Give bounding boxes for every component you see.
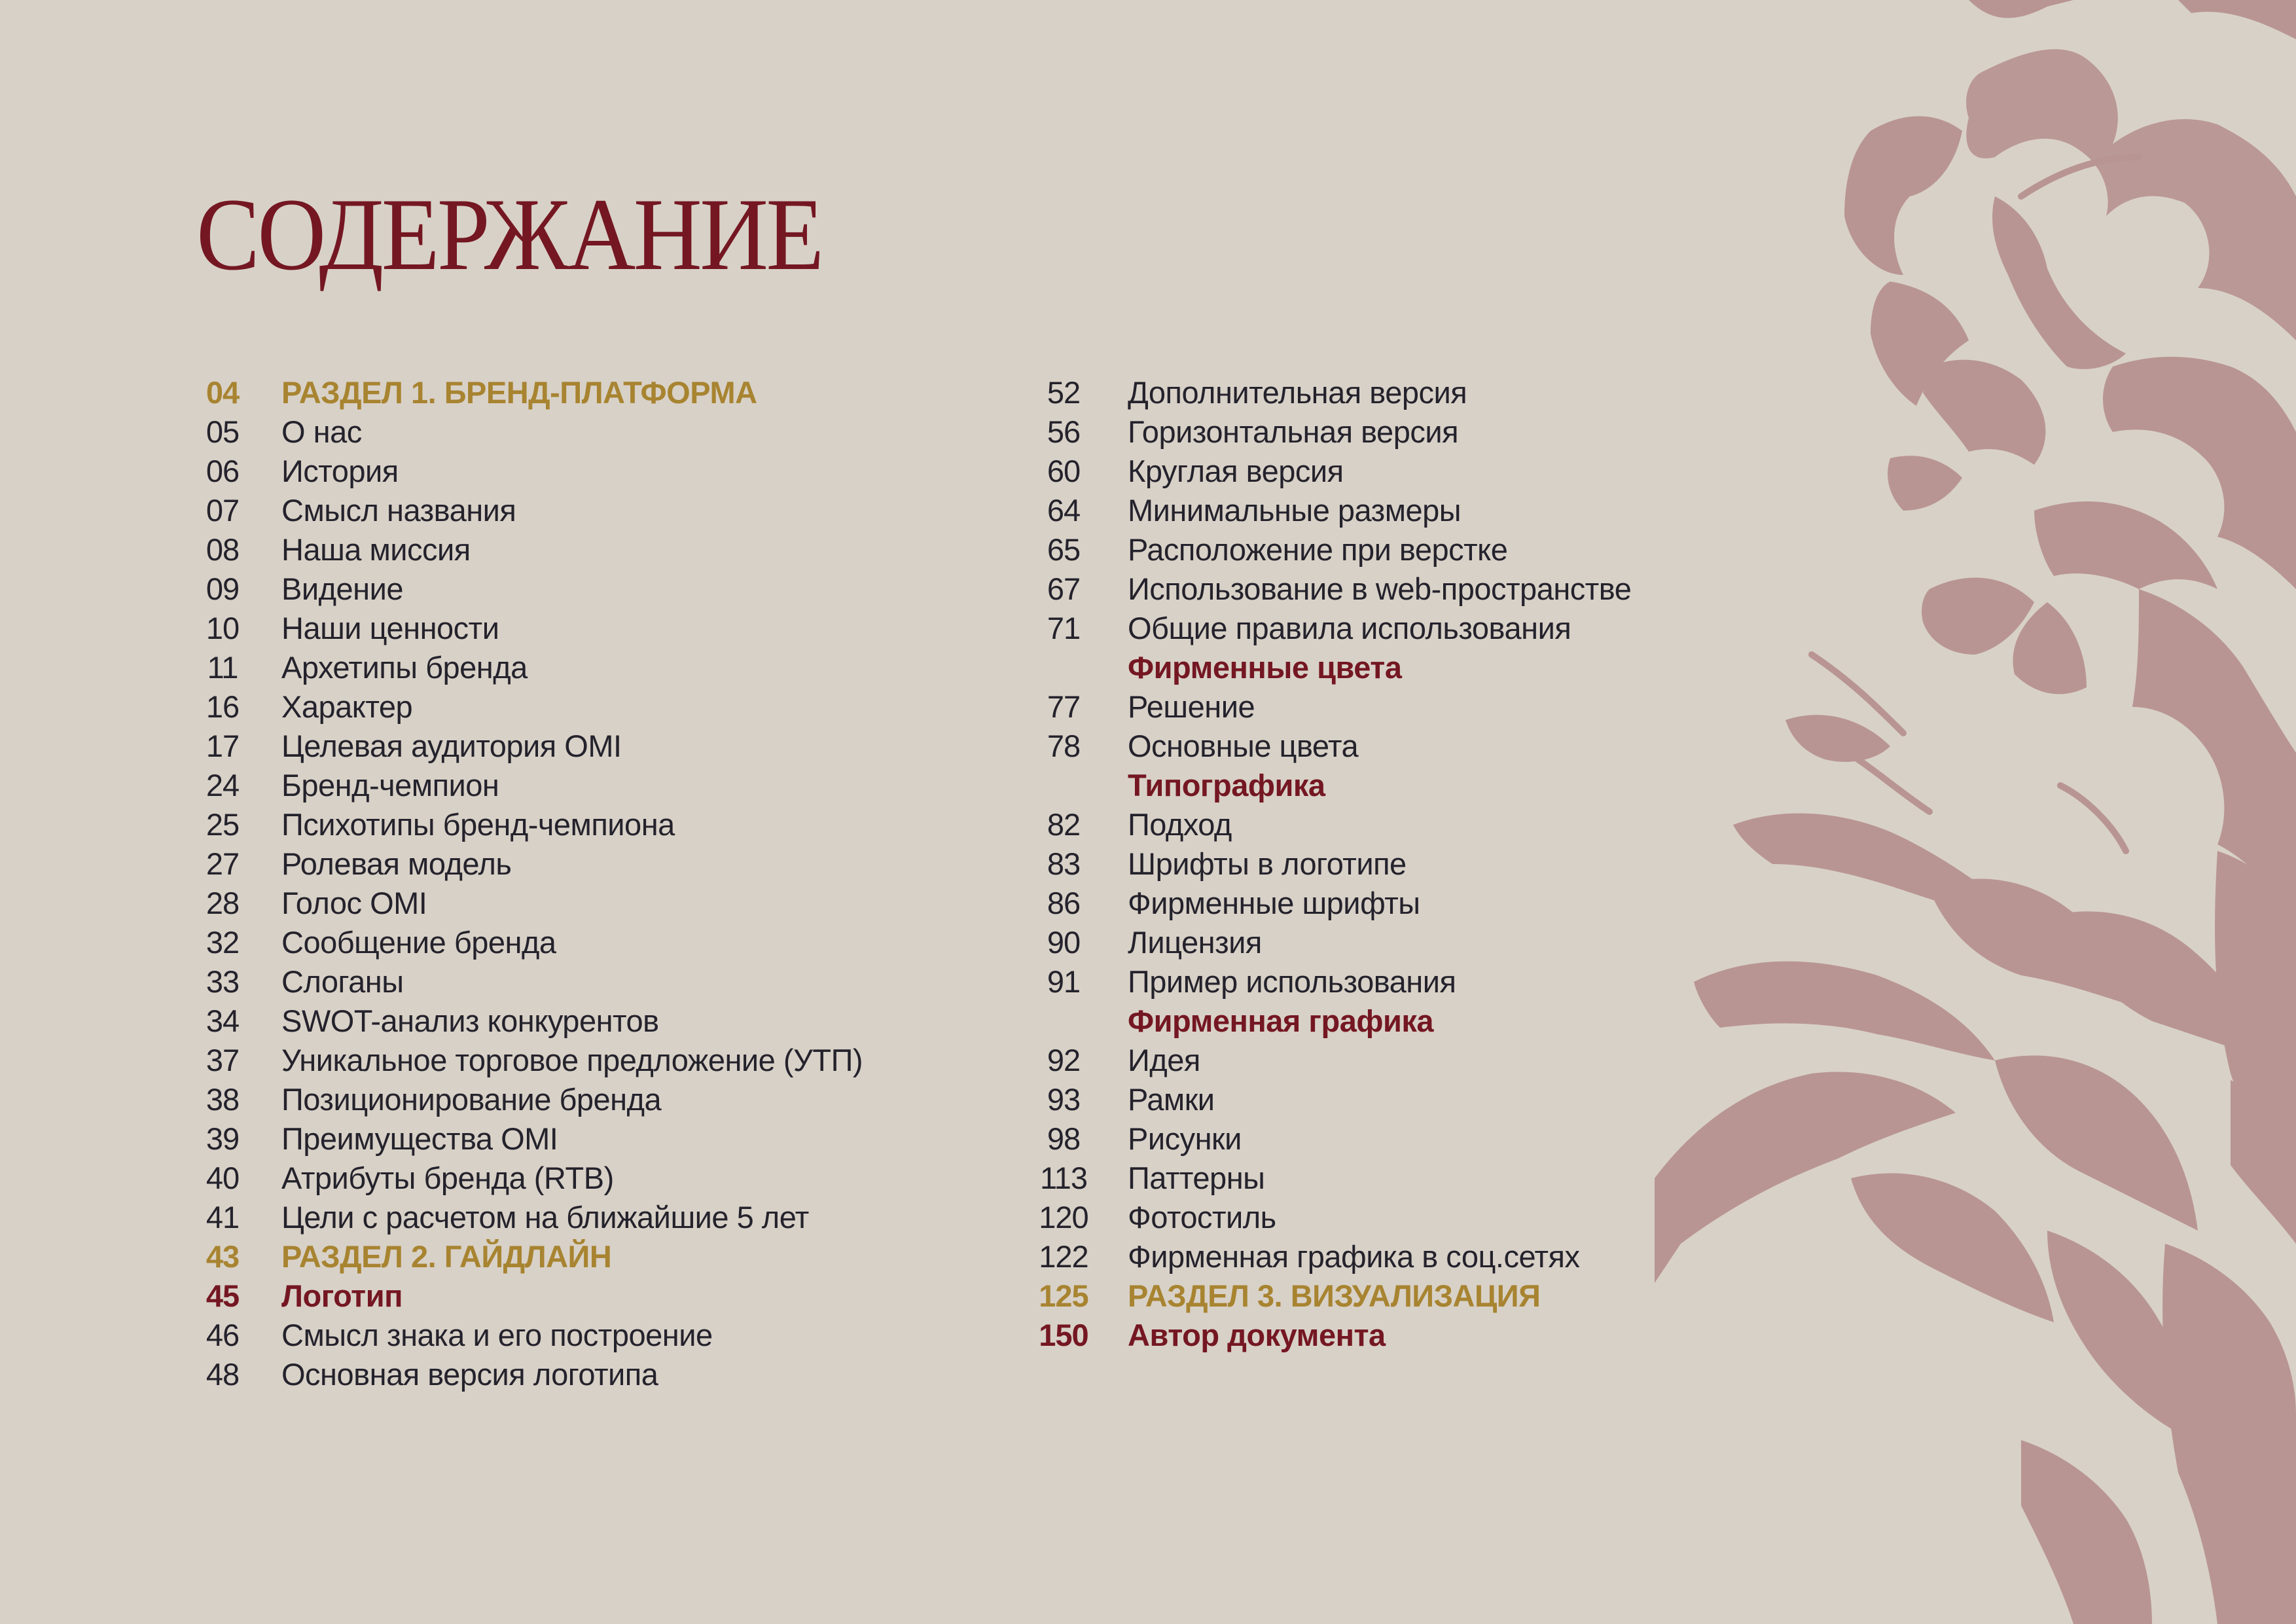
entry-title: Видение: [281, 571, 404, 606]
toc-entry-item[interactable]: [196, 884, 863, 923]
page-number: 04: [206, 375, 240, 410]
toc-entry-chapter[interactable]: [1031, 766, 1631, 805]
page-number: 52: [1047, 375, 1081, 410]
page-number: 11: [207, 650, 238, 685]
entry-title: Основная версия логотипа: [281, 1357, 658, 1392]
toc-entry-item[interactable]: [1031, 412, 1631, 452]
toc-entry-item[interactable]: [1031, 1041, 1631, 1080]
page-number: 32: [206, 925, 240, 960]
page-number: 40: [206, 1161, 240, 1195]
page-number: 113: [1040, 1161, 1087, 1195]
entry-title: Атрибуты бренда (RTB): [281, 1161, 614, 1195]
page-number: 06: [206, 454, 240, 488]
entry-title: Характер: [281, 689, 413, 724]
page-number: 65: [1047, 532, 1081, 567]
entry-title: Подход: [1128, 807, 1232, 842]
toc-entry-section[interactable]: [1031, 1276, 1631, 1316]
page-number: 45: [206, 1278, 240, 1313]
toc-column-right: [1031, 373, 1631, 1355]
page-number: 17: [206, 729, 240, 763]
entry-title: Фирменные цвета: [1128, 650, 1402, 685]
entry-title: Горизонтальная версия: [1128, 414, 1459, 449]
entry-title: Сообщение бренда: [281, 925, 556, 960]
page-number: 41: [206, 1200, 240, 1235]
entry-title: Ролевая модель: [281, 846, 512, 881]
toc-entry-item[interactable]: [196, 1119, 863, 1159]
toc-entry-item[interactable]: [196, 569, 863, 609]
toc-entry-item[interactable]: [1031, 373, 1631, 412]
toc-entry-item[interactable]: [196, 648, 863, 687]
entry-title: Наши ценности: [281, 611, 499, 645]
toc-entry-item[interactable]: [1031, 452, 1631, 491]
toc-entry-item[interactable]: [196, 412, 863, 452]
toc-column-left: [196, 373, 863, 1394]
entry-title: Идея: [1128, 1043, 1200, 1077]
page-number: 90: [1047, 925, 1081, 960]
toc-entry-chapter[interactable]: [1031, 1001, 1631, 1041]
page-number: 64: [1047, 493, 1081, 528]
toc-entry-item[interactable]: [1031, 1237, 1631, 1276]
toc-entry-item[interactable]: [196, 530, 863, 569]
entry-title: Рамки: [1128, 1082, 1215, 1117]
entry-title: Дополнительная версия: [1128, 375, 1467, 410]
toc-entry-item[interactable]: [1031, 1119, 1631, 1159]
toc-entry-item[interactable]: [196, 766, 863, 805]
page-number: 46: [206, 1318, 240, 1352]
toc-entry-item[interactable]: [196, 1198, 863, 1237]
entry-title: Автор документа: [1128, 1318, 1386, 1352]
toc-entry-section[interactable]: [196, 373, 863, 412]
toc-entry-item[interactable]: [196, 1159, 863, 1198]
page-number: 38: [206, 1082, 240, 1117]
entry-title: Слоганы: [281, 964, 404, 999]
toc-entry-item[interactable]: [1031, 844, 1631, 884]
page-number: 27: [206, 846, 240, 881]
page-number: 07: [206, 493, 240, 528]
page-number: 92: [1047, 1043, 1081, 1077]
toc-entry-item[interactable]: [1031, 1080, 1631, 1119]
entry-title: Расположение при верстке: [1128, 532, 1508, 567]
entry-title: Голос OMI: [281, 886, 427, 920]
entry-title: Круглая версия: [1128, 454, 1344, 488]
toc-entry-item[interactable]: [196, 609, 863, 648]
toc-entry-item[interactable]: [1031, 923, 1631, 962]
page-number: 08: [206, 532, 240, 567]
entry-title: Лицензия: [1128, 925, 1262, 960]
page-number: 25: [206, 807, 240, 842]
toc-entry-item[interactable]: [1031, 727, 1631, 766]
toc-entry-item[interactable]: [196, 1316, 863, 1355]
toc-entry-item[interactable]: [196, 1355, 863, 1394]
entry-title: Смысл знака и его построение: [281, 1318, 713, 1352]
entry-title: РАЗДЕЛ 1. БРЕНД-ПЛАТФОРМА: [281, 375, 757, 410]
toc-entry-item[interactable]: [1031, 687, 1631, 727]
entry-title: Фирменные шрифты: [1128, 886, 1420, 920]
toc-entry-item[interactable]: [196, 805, 863, 844]
entry-title: Архетипы бренда: [281, 650, 528, 685]
entry-title: Рисунки: [1128, 1121, 1242, 1156]
entry-title: Уникальное торговое предложение (УТП): [281, 1043, 863, 1077]
page-number: 28: [206, 886, 240, 920]
page-number: 34: [206, 1003, 240, 1038]
page-number: 39: [206, 1121, 240, 1156]
entry-title: Типографика: [1128, 768, 1325, 803]
page-number: 120: [1039, 1200, 1088, 1235]
entry-title: SWOT-анализ конкурентов: [281, 1003, 659, 1038]
page-number: 91: [1047, 964, 1081, 999]
toc-entry-item[interactable]: [1031, 569, 1631, 609]
page-number: 82: [1047, 807, 1081, 842]
page-title: СОДЕРЖАНИЕ: [196, 177, 822, 292]
page-number: 16: [206, 689, 240, 724]
toc-entry-chapter[interactable]: [1031, 648, 1631, 687]
page-number: 05: [206, 414, 240, 449]
entry-title: РАЗДЕЛ 3. ВИЗУАЛИЗАЦИЯ: [1128, 1278, 1541, 1313]
toc-entry-item[interactable]: [196, 923, 863, 962]
toc-entry-chapter[interactable]: [196, 1276, 863, 1316]
page-number: 09: [206, 571, 240, 606]
page-number: 56: [1047, 414, 1081, 449]
toc-entry-section[interactable]: [196, 1237, 863, 1276]
page-number: 122: [1039, 1239, 1088, 1274]
page-number: 83: [1047, 846, 1081, 881]
entry-title: Общие правила использования: [1128, 611, 1571, 645]
page-number: 48: [206, 1357, 240, 1392]
entry-title: Минимальные размеры: [1128, 493, 1462, 528]
entry-title: Фирменная графика: [1128, 1003, 1434, 1038]
peony-floral-illustration-icon: [1655, 0, 2296, 1624]
page-number: 37: [206, 1043, 240, 1077]
entry-title: Смысл названия: [281, 493, 516, 528]
toc-entry-item[interactable]: [196, 491, 863, 530]
page-number: 10: [206, 611, 240, 645]
entry-title: Основные цвета: [1128, 729, 1359, 763]
toc-entry-item[interactable]: [1031, 884, 1631, 923]
entry-title: Фотостиль: [1128, 1200, 1276, 1235]
entry-title: Позиционирование бренда: [281, 1082, 662, 1117]
entry-title: Преимущества OMI: [281, 1121, 558, 1156]
entry-title: Наша миссия: [281, 532, 471, 567]
toc-entry-item[interactable]: [1031, 962, 1631, 1001]
toc-entry-item[interactable]: [1031, 609, 1631, 648]
toc-entry-item[interactable]: [196, 1041, 863, 1080]
toc-entry-chapter[interactable]: [1031, 1316, 1631, 1355]
entry-title: О нас: [281, 414, 362, 449]
toc-entry-item[interactable]: [196, 727, 863, 766]
entry-title: РАЗДЕЛ 2. ГАЙДЛАЙН: [281, 1239, 612, 1274]
toc-entry-item[interactable]: [196, 962, 863, 1001]
page-number: 93: [1047, 1082, 1081, 1117]
page-number: 33: [206, 964, 240, 999]
page-number: 60: [1047, 454, 1081, 488]
entry-title: История: [281, 454, 399, 488]
entry-title: Шрифты в логотипе: [1128, 846, 1407, 881]
toc-entry-item[interactable]: [1031, 530, 1631, 569]
toc-entry-item[interactable]: [1031, 1159, 1631, 1198]
toc-entry-item[interactable]: [196, 1001, 863, 1041]
page-number: 67: [1047, 571, 1081, 606]
page-number: 86: [1047, 886, 1081, 920]
entry-title: Психотипы бренд-чемпиона: [281, 807, 675, 842]
toc-entry-item[interactable]: [1031, 1198, 1631, 1237]
page-number: 78: [1047, 729, 1081, 763]
entry-title: Паттерны: [1128, 1161, 1265, 1195]
entry-title: Пример использования: [1128, 964, 1456, 999]
toc-entry-item[interactable]: [196, 687, 863, 727]
page-number: 77: [1047, 689, 1081, 724]
toc-entry-item[interactable]: [196, 1080, 863, 1119]
entry-title: Решение: [1128, 689, 1255, 724]
entry-title: Фирменная графика в соц.сетях: [1128, 1239, 1580, 1274]
page-number: 125: [1039, 1278, 1088, 1313]
page-number: 150: [1039, 1318, 1088, 1352]
entry-title: Логотип: [281, 1278, 403, 1313]
toc-entry-item[interactable]: [196, 452, 863, 491]
entry-title: Использование в web-пространстве: [1128, 571, 1632, 606]
page-number: 43: [206, 1239, 240, 1274]
page-number: 98: [1047, 1121, 1081, 1156]
page-number: 24: [206, 768, 240, 803]
page-number: 71: [1047, 611, 1081, 645]
entry-title: Бренд-чемпион: [281, 768, 499, 803]
entry-title: Цели с расчетом на ближайшие 5 лет: [281, 1200, 809, 1235]
entry-title: Целевая аудитория OMI: [281, 729, 622, 763]
toc-entry-item[interactable]: [1031, 491, 1631, 530]
toc-entry-item[interactable]: [1031, 805, 1631, 844]
toc-entry-item[interactable]: [196, 844, 863, 884]
